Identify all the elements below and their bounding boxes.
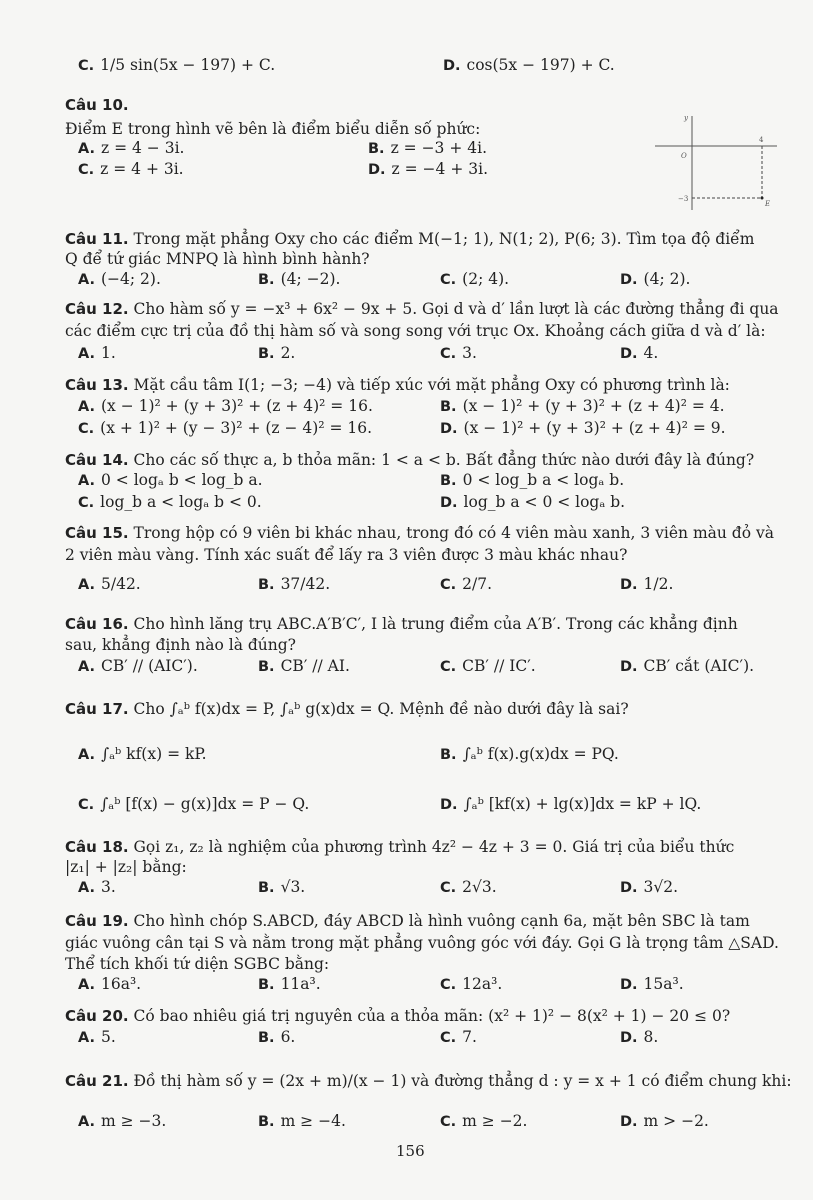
line-text: Cho hàm số y = −x³ + 6x² − 9x + 5. Gọi d và d′ lần lượt là các đường thẳng đi qua: [133, 300, 779, 318]
point-e-marker: [761, 197, 764, 200]
text-line-q14a: [78, 471, 263, 490]
question-number: Câu 13.: [65, 376, 129, 394]
tick-x-label: 4: [759, 136, 764, 144]
option-letter: B.: [258, 272, 275, 288]
text-line-q12o1: [78, 344, 116, 363]
text-line-q13d: [440, 419, 726, 438]
line-text: 2 viên màu vàng. Tính xác suất để lấy ra 3 viên được 3 màu khác nhau?: [65, 546, 628, 564]
text-line-q18o4: [620, 878, 678, 897]
line-text: CB′ cắt (AIC′).: [643, 657, 755, 675]
option-letter: A.: [78, 659, 95, 675]
line-text: 8.: [643, 1028, 659, 1046]
line-text: 5.: [101, 1028, 116, 1046]
option-letter: D.: [620, 346, 638, 362]
text-line-q21o4: [620, 1112, 709, 1131]
text-line-q19o2: [258, 975, 321, 994]
option-letter: D.: [620, 272, 638, 288]
text-line-q20o2: [258, 1028, 295, 1047]
option-letter: B.: [258, 977, 275, 993]
option-letter: B.: [258, 1114, 275, 1130]
text-line-q18o2: [258, 878, 305, 897]
text-line-q18o3: [440, 878, 497, 897]
text-line-q12o2: [258, 344, 295, 363]
line-text: 2.: [280, 344, 296, 362]
line-text: (x − 1)² + (y + 3)² + (z + 4)² = 16.: [101, 397, 373, 415]
option-letter: D.: [620, 1114, 638, 1130]
text-line-q12b: [65, 322, 766, 340]
line-text: Có bao nhiêu giá trị nguyên của a thỏa mãn: (x² + 1)² − 8(x² + 1) − 20 ≤ 0?: [133, 1007, 731, 1025]
question-number: Câu 11.: [65, 230, 129, 248]
option-letter: A.: [78, 880, 95, 896]
line-text: các điểm cực trị của đồ thị hàm số và song song với trục Ox. Khoảng cách giữa d và d′ là:: [65, 322, 766, 340]
line-text: ∫ₐᵇ kf(x) = kP.: [101, 745, 207, 763]
text-line-q16o4: [620, 657, 754, 676]
line-text: 1/5 sin(5x − 197) + C.: [100, 56, 276, 74]
text-line-q13: [65, 376, 730, 394]
option-letter: D.: [620, 1030, 638, 1046]
option-letter: B.: [368, 141, 385, 157]
option-letter: D.: [620, 577, 638, 593]
line-text: 37/42.: [280, 575, 331, 593]
line-text: (x − 1)² + (y + 3)² + (z + 4)² = 9.: [463, 419, 726, 437]
option-letter: D.: [440, 797, 458, 813]
question-number: Câu 15.: [65, 524, 129, 542]
line-text: 3.: [101, 878, 116, 896]
line-text: 4.: [643, 344, 659, 362]
text-line-q17c: [78, 795, 309, 814]
text-line-q11o1: [78, 270, 161, 289]
line-text: giác vuông cân tại S và nằm trong mặt phẳng vuông góc với đáy. Gọi G là trọng tâm △SAD.: [65, 934, 779, 952]
line-text: z = −4 + 3i.: [391, 160, 488, 178]
text-line-q21: [65, 1072, 792, 1090]
line-text: Cho hình chóp S.ABCD, đáy ABCD là hình vuông cạnh 6a, mặt bên SBC là tam: [133, 912, 750, 930]
line-text: 2√3.: [462, 878, 497, 896]
line-text: (2; 4).: [462, 270, 510, 288]
line-text: ∫ₐᵇ f(x).g(x)dx = PQ.: [462, 745, 619, 763]
line-text: log_b a < 0 < logₐ b.: [463, 493, 626, 511]
y-label: y: [684, 114, 688, 122]
text-line-q19c: [65, 955, 329, 973]
question-number: Câu 21.: [65, 1072, 129, 1090]
option-letter: D.: [620, 659, 638, 675]
line-text: Trong mặt phẳng Oxy cho các điểm M(−1; 1), N(1; 2), P(6; 3). Tìm tọa độ điểm: [133, 230, 755, 248]
line-text: Cho hình lăng trụ ABC.A′B′C′, I là trung điểm của A′B′. Trong các khẳng định: [133, 615, 738, 633]
option-letter: B.: [258, 1030, 275, 1046]
text-line-q10: [65, 120, 480, 138]
text-line-q16o3: [440, 657, 536, 676]
line-text: 12a³.: [462, 975, 503, 993]
line-text: 0 < logₐ b < log_b a.: [101, 471, 263, 489]
line-text: 0 < log_b a < logₐ b.: [462, 471, 625, 489]
option-letter: C.: [440, 346, 457, 362]
option-letter: C.: [78, 797, 95, 813]
option-letter: C.: [78, 162, 95, 178]
text-line-q18b: [65, 858, 187, 876]
line-text: (4; −2).: [280, 270, 341, 288]
option-letter: A.: [78, 141, 95, 157]
option-letter: C.: [440, 272, 457, 288]
option-letter: A.: [78, 399, 95, 415]
text-line-q16: [65, 615, 738, 633]
text-line-q10d: [368, 160, 488, 179]
question-number: Câu 12.: [65, 300, 129, 318]
text-line-q11: [65, 230, 754, 248]
option-letter: B.: [440, 473, 457, 489]
line-text: CB′ // IC′.: [462, 657, 536, 675]
text-line-q17b: [440, 745, 619, 764]
line-text: 11a³.: [280, 975, 321, 993]
option-letter: D.: [440, 421, 458, 437]
text-line-q20: [65, 1007, 730, 1025]
text-line-q10h: [65, 96, 129, 114]
line-text: log_b a < logₐ b < 0.: [100, 493, 262, 511]
line-text: Gọi z₁, z₂ là nghiệm của phương trình 4z² − 4z + 3 = 0. Giá trị của biểu thức: [133, 838, 735, 856]
question-number: Câu 17.: [65, 700, 129, 718]
point-e-label: E: [765, 200, 771, 208]
text-line-q15o3: [440, 575, 492, 594]
text-line-q21o3: [440, 1112, 527, 1131]
text-line-q14d: [440, 493, 625, 512]
text-line-q10c: [78, 160, 184, 179]
text-line-q12o4: [620, 344, 658, 363]
line-text: 7.: [462, 1028, 477, 1046]
line-text: Điểm E trong hình vẽ bên là điểm biểu diễn số phức:: [65, 120, 481, 138]
question-number: Câu 16.: [65, 615, 129, 633]
option-letter: B.: [258, 659, 275, 675]
text-line-q18o1: [78, 878, 116, 897]
line-text: Thể tích khối tứ diện SGBC bằng:: [65, 955, 330, 973]
text-line-q13a: [78, 397, 373, 416]
line-text: 2/7.: [462, 575, 493, 593]
text-line-q11o2: [258, 270, 340, 289]
text-line-q18: [65, 838, 734, 856]
question-number: Câu 20.: [65, 1007, 129, 1025]
option-letter: C.: [78, 495, 95, 511]
option-letter: D.: [620, 977, 638, 993]
line-text: (x + 1)² + (y − 3)² + (z − 4)² = 16.: [100, 419, 373, 437]
text-line-q14: [65, 451, 754, 469]
text-line-q20o1: [78, 1028, 116, 1047]
text-line-q16b: [65, 636, 296, 654]
text-line-q11o3: [440, 270, 509, 289]
text-line-q15: [65, 524, 774, 542]
line-text: √3.: [280, 878, 306, 896]
line-text: CB′ // (AIC′).: [101, 657, 198, 675]
text-line-q17d: [440, 795, 701, 814]
text-line-q15o1: [78, 575, 141, 594]
line-text: z = 4 − 3i.: [101, 139, 185, 157]
line-text: Trong hộp có 9 viên bi khác nhau, trong đó có 4 viên màu xanh, 3 viên màu đỏ và: [133, 524, 774, 542]
question-number: Câu 19.: [65, 912, 129, 930]
text-line-q14b: [440, 471, 624, 490]
page-number: 156: [396, 1142, 425, 1160]
line-text: z = 4 + 3i.: [100, 160, 184, 178]
line-text: 15a³.: [643, 975, 684, 993]
line-text: sau, khẳng định nào là đúng?: [65, 636, 296, 654]
text-line-q14c: [78, 493, 262, 512]
line-text: ∫ₐᵇ [kf(x) + lg(x)]dx = kP + lQ.: [463, 795, 702, 813]
text-line-q15o4: [620, 575, 673, 594]
line-text: Q để tứ giác MNPQ là hình bình hành?: [65, 250, 370, 268]
text-line-q11b: [65, 250, 370, 268]
line-text: m ≥ −3.: [101, 1112, 167, 1130]
text-line-c9c: [78, 56, 275, 75]
text-line-q16o1: [78, 657, 198, 676]
option-letter: A.: [78, 1030, 95, 1046]
line-text: (−4; 2).: [101, 270, 161, 288]
line-text: (x − 1)² + (y + 3)² + (z + 4)² = 4.: [462, 397, 725, 415]
text-line-q21o2: [258, 1112, 346, 1131]
line-text: m ≥ −4.: [280, 1112, 346, 1130]
text-line-q19o1: [78, 975, 141, 994]
text-line-q21o1: [78, 1112, 166, 1131]
line-text: Cho ∫ₐᵇ f(x)dx = P, ∫ₐᵇ g(x)dx = Q. Mệnh đề nào dưới đây là sai?: [133, 700, 629, 718]
line-text: cos(5x − 197) + C.: [466, 56, 615, 74]
line-text: z = −3 + 4i.: [390, 139, 488, 157]
question-number: Câu 18.: [65, 838, 129, 856]
text-line-q15o2: [258, 575, 330, 594]
option-letter: A.: [78, 346, 95, 362]
line-text: 6.: [280, 1028, 296, 1046]
option-letter: D.: [440, 495, 458, 511]
text-line-q11o4: [620, 270, 690, 289]
option-letter: B.: [258, 346, 275, 362]
option-letter: C.: [440, 1030, 457, 1046]
complex-plane-figure: [655, 112, 780, 212]
line-text: Đồ thị hàm số y = (2x + m)/(x − 1) và đường thẳng d : y = x + 1 có điểm chung khi:: [133, 1072, 792, 1090]
option-letter: B.: [258, 880, 275, 896]
option-letter: A.: [78, 473, 95, 489]
line-text: 16a³.: [101, 975, 142, 993]
line-text: m > −2.: [643, 1112, 709, 1130]
question-number: Câu 14.: [65, 451, 129, 469]
text-line-q12o3: [440, 344, 477, 363]
line-text: (4; 2).: [643, 270, 691, 288]
option-letter: D.: [368, 162, 386, 178]
text-line-q10a: [78, 139, 184, 158]
text-line-q13c: [78, 419, 372, 438]
text-line-q17: [65, 700, 629, 718]
option-letter: A.: [78, 272, 95, 288]
text-line-q20o3: [440, 1028, 477, 1047]
line-text: Cho các số thực a, b thỏa mãn: 1 < a < b. Bất đẳng thức nào dưới đây là đúng?: [133, 451, 755, 469]
option-letter: D.: [443, 58, 461, 74]
line-text: |z₁| + |z₂| bằng:: [65, 858, 187, 876]
text-line-q19o4: [620, 975, 684, 994]
text-line-q19b: [65, 934, 779, 952]
option-letter: A.: [78, 747, 95, 763]
text-line-q20o4: [620, 1028, 658, 1047]
option-letter: C.: [78, 58, 95, 74]
option-letter: D.: [620, 880, 638, 896]
text-line-c9d: [443, 56, 615, 75]
option-letter: A.: [78, 1114, 95, 1130]
text-line-q15b: [65, 546, 627, 564]
text-line-q12: [65, 300, 779, 318]
option-letter: B.: [258, 577, 275, 593]
option-letter: A.: [78, 977, 95, 993]
text-line-q10b: [368, 139, 487, 158]
option-letter: C.: [440, 577, 457, 593]
line-text: 1/2.: [643, 575, 674, 593]
option-letter: A.: [78, 577, 95, 593]
text-line-q19: [65, 912, 750, 930]
option-letter: C.: [440, 1114, 457, 1130]
option-letter: B.: [440, 399, 457, 415]
line-text: m ≥ −2.: [462, 1112, 528, 1130]
line-text: 3.: [462, 344, 477, 362]
option-letter: C.: [440, 880, 457, 896]
text-line-q16o2: [258, 657, 350, 676]
line-text: CB′ // AI.: [280, 657, 350, 675]
line-text: 5/42.: [101, 575, 141, 593]
option-letter: C.: [440, 659, 457, 675]
text-line-q13b: [440, 397, 725, 416]
option-letter: C.: [440, 977, 457, 993]
line-text: Mặt cầu tâm I(1; −3; −4) và tiếp xúc với mặt phẳng Oxy có phương trình là:: [133, 376, 730, 394]
origin-label: O: [681, 152, 687, 160]
question-number: Câu 10.: [65, 96, 129, 114]
line-text: 1.: [101, 344, 116, 362]
text-line-q19o3: [440, 975, 502, 994]
line-text: ∫ₐᵇ [f(x) − g(x)]dx = P − Q.: [100, 795, 310, 813]
tick-y-label: −3: [678, 195, 689, 203]
text-line-q17a: [78, 745, 207, 764]
option-letter: C.: [78, 421, 95, 437]
option-letter: B.: [440, 747, 457, 763]
line-text: 3√2.: [643, 878, 679, 896]
